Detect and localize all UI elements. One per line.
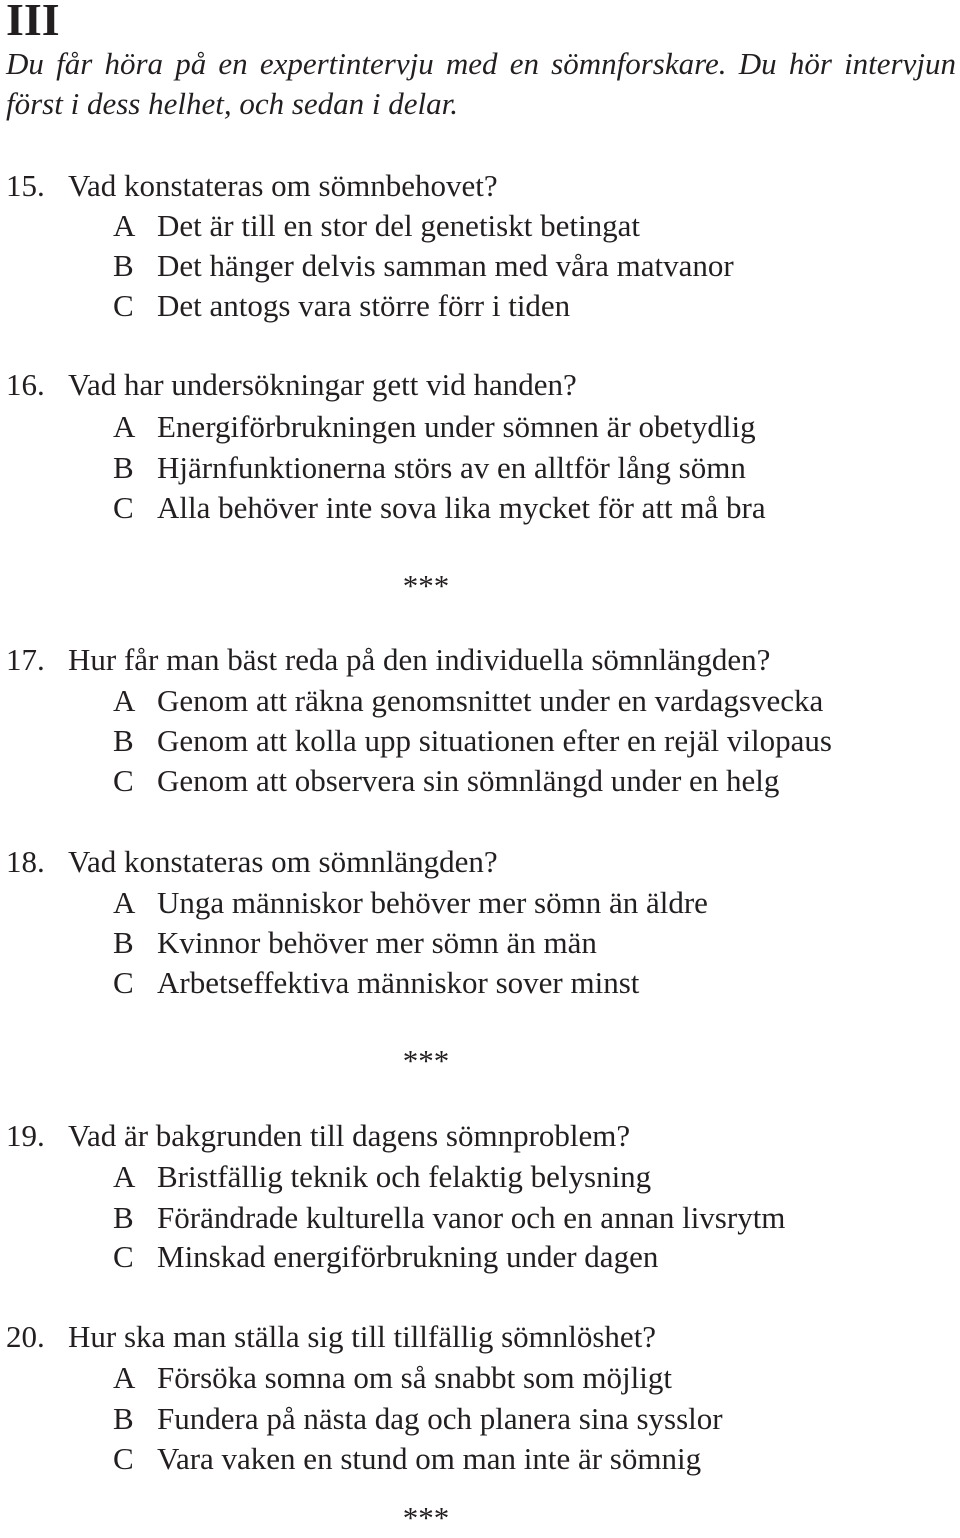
- option-text: Det är till en stor del genetiskt betingat: [157, 208, 640, 243]
- option-letter: B: [113, 925, 134, 960]
- option-15-c: [113, 286, 570, 326]
- option-letter: C: [113, 965, 134, 1000]
- option-15-a: [113, 206, 640, 246]
- question-text: Vad har undersökningar gett vid handen?: [68, 367, 577, 402]
- option-text: Förändrade kulturella vanor och en annan livsrytm: [157, 1200, 786, 1235]
- option-19-a: [113, 1157, 651, 1197]
- question-15: [6, 166, 498, 206]
- section-heading: III: [6, 0, 60, 45]
- option-letter: A: [113, 1360, 136, 1395]
- option-text: Kvinnor behöver mer sömn än män: [157, 925, 597, 960]
- question-number: 18.: [6, 844, 45, 879]
- option-20-a: [113, 1358, 672, 1398]
- question-19: [6, 1116, 630, 1156]
- option-text: Vara vaken en stund om man inte är sömnig: [157, 1441, 702, 1476]
- question-number: 19.: [6, 1118, 45, 1153]
- section-separator: ***: [402, 1500, 450, 1535]
- option-17-c: [113, 761, 779, 801]
- option-text: Genom att observera sin sömnlängd under en helg: [157, 763, 780, 798]
- option-16-a: [113, 407, 756, 447]
- question-text: Vad konstateras om sömnlängden?: [68, 844, 498, 879]
- question-16: [6, 365, 577, 405]
- question-number: 20.: [6, 1319, 45, 1354]
- option-text: Alla behöver inte sova lika mycket för att må bra: [157, 490, 766, 525]
- option-15-b: [113, 246, 734, 286]
- option-19-c: [113, 1237, 658, 1277]
- option-letter: B: [113, 1401, 134, 1436]
- question-number: 17.: [6, 642, 45, 677]
- option-text: Minskad energiförbrukning under dagen: [157, 1239, 659, 1274]
- option-letter: A: [113, 208, 136, 243]
- option-letter: B: [113, 1200, 134, 1235]
- option-letter: A: [113, 683, 136, 718]
- option-text: Arbetseffektiva människor sover minst: [157, 965, 640, 1000]
- option-17-b: [113, 721, 832, 761]
- option-text: Försöka somna om så snabbt som möjligt: [157, 1360, 672, 1395]
- option-text: Energiförbrukningen under sömnen är obetydlig: [157, 409, 756, 444]
- option-letter: C: [113, 1441, 134, 1476]
- option-18-a: [113, 883, 708, 923]
- question-20: [6, 1317, 656, 1357]
- option-text: Fundera på nästa dag och planera sina sysslor: [157, 1401, 723, 1436]
- option-text: Det hänger delvis samman med våra matvanor: [157, 248, 734, 283]
- option-19-b: [113, 1198, 785, 1238]
- question-text: Hur ska man ställa sig till tillfällig sömnlöshet?: [68, 1319, 657, 1354]
- option-text: Genom att räkna genomsnittet under en vardagsvecka: [157, 683, 824, 718]
- question-text: Hur får man bäst reda på den individuella sömnlängden?: [68, 642, 771, 677]
- option-16-b: [113, 448, 746, 488]
- option-text: Genom att kolla upp situationen efter en rejäl vilopaus: [157, 723, 832, 758]
- option-letter: C: [113, 490, 134, 525]
- option-letter: B: [113, 450, 134, 485]
- option-18-c: [113, 963, 639, 1003]
- section-separator: ***: [402, 568, 450, 603]
- option-17-a: [113, 681, 823, 721]
- question-text: Vad är bakgrunden till dagens sömnproblem?: [68, 1118, 631, 1153]
- option-text: Hjärnfunktionerna störs av en alltför lång sömn: [157, 450, 746, 485]
- option-letter: C: [113, 763, 134, 798]
- option-letter: B: [113, 248, 134, 283]
- section-intro: Du får höra på en expertintervju med en sömnforskare. Du hör intervjun först i dess helhet, och sedan i delar.: [6, 46, 956, 121]
- option-20-c: [113, 1439, 701, 1479]
- option-letter: C: [113, 1239, 134, 1274]
- option-18-b: [113, 923, 597, 963]
- option-letter: B: [113, 723, 134, 758]
- question-number: 15.: [6, 168, 45, 203]
- option-letter: C: [113, 288, 134, 323]
- option-letter: A: [113, 409, 136, 444]
- section-separator: ***: [402, 1043, 450, 1078]
- option-text: Bristfällig teknik och felaktig belysning: [157, 1159, 652, 1194]
- option-text: Unga människor behöver mer sömn än äldre: [157, 885, 708, 920]
- option-letter: A: [113, 1159, 136, 1194]
- question-18: [6, 842, 498, 882]
- question-number: 16.: [6, 367, 45, 402]
- question-text: Vad konstateras om sömnbehovet?: [68, 168, 498, 203]
- option-letter: A: [113, 885, 136, 920]
- option-20-b: [113, 1399, 723, 1439]
- option-text: Det antogs vara större förr i tiden: [157, 288, 571, 323]
- option-16-c: [113, 488, 766, 528]
- question-17: [6, 640, 770, 680]
